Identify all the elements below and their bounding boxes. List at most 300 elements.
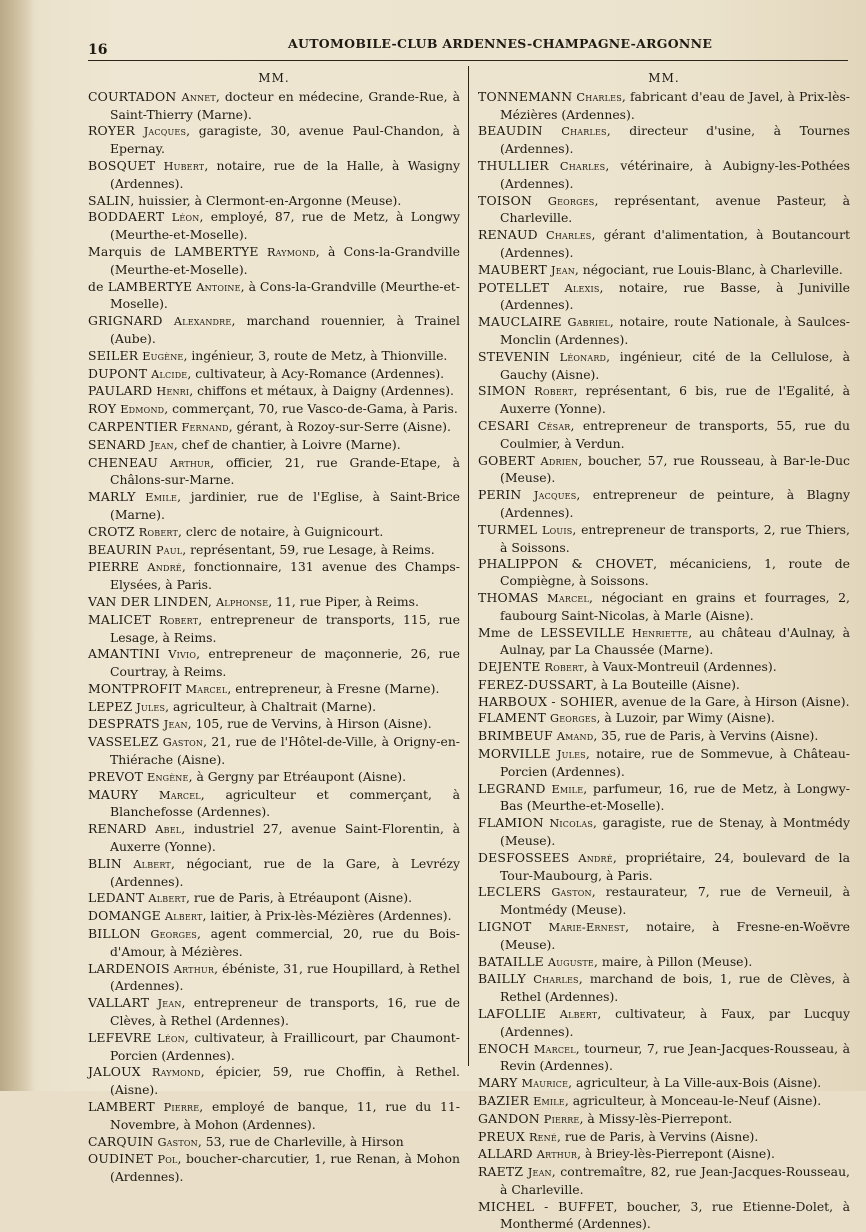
member-given-name: Alexis xyxy=(564,281,600,295)
member-given-name: Adrien xyxy=(540,454,579,468)
member-surname: CROTZ xyxy=(88,523,135,539)
member-given-name: Annet xyxy=(181,90,216,104)
member-given-name: Albert xyxy=(559,1008,598,1022)
member-given-name: Arthur xyxy=(173,962,215,976)
member-given-name: Pierre xyxy=(543,1112,580,1126)
member-entry xyxy=(88,612,460,647)
member-entry xyxy=(88,89,460,124)
member-given-name: Léon xyxy=(157,1031,185,1045)
member-given-name: Alphonse xyxy=(215,595,269,609)
member-details: , négociant, rue Louis-Blanc, à Charleville. xyxy=(574,261,843,277)
member-surname: PREUX xyxy=(478,1128,525,1144)
member-details: , à Luzoir, par Wimy (Aisne). xyxy=(596,710,775,726)
member-details: , au château d'Aulnay, à Aulnay, par La Chaussée (Marne). xyxy=(500,624,850,658)
member-entry xyxy=(478,590,850,625)
member-surname: BATAILLE xyxy=(478,953,544,969)
member-details: , représentant, 6 bis, rue de l'Egalité, à Auxerre (Yonne). xyxy=(500,383,850,417)
member-surname: LIGNOT xyxy=(478,919,532,935)
member-surname: MAUCLAIRE xyxy=(478,314,562,330)
member-given-name: Léonard xyxy=(559,350,607,364)
member-details: , entrepreneur de transports, 115, rue Lesage, à Reims. xyxy=(110,611,460,645)
member-surname: DUPONT xyxy=(88,365,148,381)
member-details: , propriétaire, 24, boulevard de la Tour-Maubourg, à Paris. xyxy=(500,849,850,883)
member-surname: BRIMBEUF xyxy=(478,728,553,744)
member-surname: BEAUDIN xyxy=(478,123,543,139)
member-entry xyxy=(88,524,460,542)
member-details: , fabricant d'eau de Javel, à Prix-lès-Mézières (Ardennes). xyxy=(500,88,850,122)
member-entry xyxy=(478,884,850,919)
member-given-name: Marie-Ernest xyxy=(548,921,626,935)
member-details: , industriel 27, avenue Saint-Florentin, à Auxerre (Yonne). xyxy=(110,821,460,855)
member-surname: MARY xyxy=(478,1075,518,1091)
member-given-name: Maurice xyxy=(521,1077,569,1091)
member-details: , garagiste, 30, avenue Paul-Chandon, à Epernay. xyxy=(110,123,460,157)
member-given-name: Pierre xyxy=(163,1101,200,1115)
page-number: 16 xyxy=(88,42,108,58)
member-surname: FEREZ-DUSSART xyxy=(478,676,593,692)
member-entry xyxy=(88,926,460,961)
member-surname: RAETZ xyxy=(478,1164,524,1180)
member-details: , huissier, à Clermont-en-Argonne (Meuse). xyxy=(130,192,402,208)
member-surname: ROYER xyxy=(88,123,136,139)
member-given-name: Hubert xyxy=(163,159,205,173)
member-surname: COURTADON xyxy=(88,88,177,104)
member-entry xyxy=(478,919,850,954)
member-entry xyxy=(478,418,850,453)
member-details: , négociant en grains et fourrages, 2, faubourg Saint-Nicolas, à Marle (Aisne). xyxy=(500,589,850,623)
member-entry xyxy=(478,453,850,488)
member-details: , maire, à Pillon (Meuse). xyxy=(593,953,753,969)
member-entry xyxy=(88,699,460,717)
member-entry xyxy=(478,1111,850,1129)
member-details: , 11, rue Piper, à Reims. xyxy=(268,593,419,609)
member-given-name: Robert xyxy=(534,385,574,399)
member-surname: THULLIER xyxy=(478,157,549,173)
member-entry xyxy=(478,971,850,1006)
member-given-name: Raymond xyxy=(151,1066,201,1080)
member-entry xyxy=(88,313,460,348)
member-entry xyxy=(478,314,850,349)
member-entry xyxy=(88,123,460,158)
member-entry xyxy=(88,244,460,279)
member-details: , docteur en médecine, Grande-Rue, à Saint-Thierry (Marne). xyxy=(110,88,460,122)
member-details: , épicier, 59, rue Choffin, à Rethel. (Aisne). xyxy=(110,1064,460,1098)
member-surname: CARQUIN xyxy=(88,1133,154,1149)
member-entry xyxy=(478,193,850,228)
member-given-name: Jean xyxy=(550,263,575,277)
member-entry xyxy=(478,1075,850,1093)
member-entry xyxy=(478,158,850,193)
member-given-name: Abel xyxy=(155,823,182,837)
member-entry xyxy=(88,401,460,419)
member-details: , rue de Paris, à Etréaupont (Aisne). xyxy=(186,890,413,906)
member-surname: Marquis de LAMBERTYE xyxy=(88,243,259,259)
member-details: , entrepreneur de transports, 16, rue de Clèves, à Rethel (Ardennes). xyxy=(110,995,460,1029)
member-details: , rue de Paris, à Vervins (Aisne). xyxy=(556,1128,759,1144)
right-column xyxy=(478,70,850,1232)
member-surname: CARPENTIER xyxy=(88,418,178,434)
member-entry xyxy=(478,556,850,590)
member-details: , gérant d'alimentation, à Boutancourt (Ardennes). xyxy=(500,227,850,260)
member-details: , parfumeur, 16, rue de Metz, à Longwy-Bas (Meurthe-et-Moselle). xyxy=(500,780,850,814)
member-given-name: Jacques xyxy=(533,489,577,503)
member-surname: BEAURIN xyxy=(88,541,153,557)
member-given-name: Gabriel xyxy=(567,316,610,330)
left-column-heading: MM. xyxy=(258,71,290,85)
member-details: , cultivateur, à Faux, par Lucquy (Ardennes). xyxy=(500,1006,850,1039)
member-surname: RENAUD xyxy=(478,227,538,243)
member-entry xyxy=(478,349,850,384)
member-details: , mécaniciens, 1, route de Compiègne, à Soissons. xyxy=(500,556,850,589)
member-entry xyxy=(88,787,460,822)
member-details: , entrepreneur de transports, 55, rue du Coulmier, à Verdun. xyxy=(500,417,850,451)
member-given-name: Henri xyxy=(156,385,190,399)
member-given-name: Paul xyxy=(155,543,183,557)
right-entries xyxy=(478,89,850,1232)
member-surname: MALICET xyxy=(88,611,151,627)
member-entry xyxy=(88,489,460,524)
member-given-name: Marcel xyxy=(158,788,201,802)
member-given-name: Alexandre xyxy=(173,315,232,329)
member-details: , agriculteur, à Chaltrait (Marne). xyxy=(165,698,377,714)
member-entry xyxy=(478,280,850,315)
member-given-name: Jean xyxy=(149,438,174,452)
member-details: , officier, 21, rue Grande-Etape, à Châlons-sur-Marne. xyxy=(110,454,460,488)
member-surname: LAFOLLIE xyxy=(478,1006,546,1022)
member-given-name: César xyxy=(537,419,571,433)
member-entry xyxy=(478,781,850,816)
member-given-name: Auguste xyxy=(547,955,594,969)
member-entry xyxy=(478,625,850,660)
member-entry xyxy=(88,769,460,787)
member-details: , entrepreneur de peinture, à Blagny (Ardennes). xyxy=(500,487,850,520)
member-entry xyxy=(478,850,850,885)
member-entry xyxy=(478,1006,850,1041)
member-details: , 21, rue de l'Hôtel-de-Ville, à Origny-en-Thiérache (Aisne). xyxy=(110,734,460,768)
member-given-name: Robert xyxy=(544,661,584,675)
member-given-name: Alcide xyxy=(151,367,188,381)
member-given-name: Albert xyxy=(133,857,171,871)
member-details: , notaire, rue Basse, à Juniville (Ardennes). xyxy=(500,279,850,313)
member-entry xyxy=(88,1099,460,1134)
member-given-name: Jules xyxy=(556,748,586,762)
member-details: , à Briey-lès-Pierrepont (Aisne). xyxy=(577,1146,775,1162)
member-given-name: Charles xyxy=(533,973,579,987)
member-surname: de LAMBERTYE xyxy=(88,278,193,294)
member-entry xyxy=(478,954,850,972)
member-surname: LARDENOIS xyxy=(88,960,170,976)
member-entry xyxy=(478,1093,850,1111)
member-surname: TONNEMANN xyxy=(478,88,573,104)
member-surname: MARLY xyxy=(88,489,136,505)
member-entry xyxy=(478,383,850,418)
member-given-name: Marcel xyxy=(547,591,589,605)
member-entry xyxy=(478,227,850,262)
member-details: , entrepreneur, à Fresne (Marne). xyxy=(227,680,440,696)
member-details: , cultivateur, à Fraillicourt, par Chaumont-Porcien (Ardennes). xyxy=(110,1029,460,1063)
member-given-name: Gaston xyxy=(162,736,204,750)
member-details: , gérant, à Rozoy-sur-Serre (Aisne). xyxy=(228,418,451,434)
member-surname: BOSQUET xyxy=(88,157,156,173)
member-given-name: Georges xyxy=(150,928,197,942)
left-entries xyxy=(88,89,460,1186)
member-given-name: Marcel xyxy=(185,682,228,696)
member-details: , boucher-charcutier, 1, rue Renan, à Mohon (Ardennes). xyxy=(110,1151,460,1185)
member-given-name: Jean xyxy=(527,1166,552,1180)
member-entry xyxy=(88,348,460,366)
member-details: , agriculteur, à Monceau-le-Neuf (Aisne). xyxy=(564,1093,822,1109)
member-given-name: Robert xyxy=(138,525,178,539)
member-given-name: Henriette xyxy=(632,626,689,640)
member-details: , à La Bouteille (Aisne). xyxy=(592,676,740,692)
member-details: , notaire, rue de Sommevue, à Château-Porcien (Ardennes). xyxy=(500,746,850,779)
member-given-name: Arthur xyxy=(536,1148,578,1162)
member-surname: AMANTINI xyxy=(88,646,160,662)
member-surname: LEFEVRE xyxy=(88,1029,152,1045)
member-given-name: Charles xyxy=(559,159,606,173)
member-surname: VAN DER LINDEN, xyxy=(88,593,213,609)
member-entry xyxy=(478,1164,850,1199)
member-surname: GOBERT xyxy=(478,452,535,468)
member-surname: LEDANT xyxy=(88,890,145,906)
member-given-name: Albert xyxy=(164,910,203,924)
member-details: , marchand rouennier, à Trainel (Aube). xyxy=(110,313,460,346)
member-surname: BAILLY xyxy=(478,971,526,987)
member-details: , cultivateur, à Acy-Romance (Ardennes). xyxy=(187,365,445,381)
member-entry xyxy=(478,1041,850,1076)
member-surname: MONTPROFIT xyxy=(88,680,182,696)
member-details: , entrepreneur de transports, 2, rue Thiers, à Soissons. xyxy=(500,521,850,555)
member-given-name: André xyxy=(147,561,182,575)
member-surname: POTELLET xyxy=(478,279,550,295)
member-details: , restaurateur, 7, rue de Verneuil, à Montmédy (Meuse). xyxy=(500,884,850,918)
member-given-name: Charles xyxy=(546,229,592,243)
member-details: , avenue de la Gare, à Hirson (Aisne). xyxy=(613,693,850,709)
member-surname: RENARD xyxy=(88,821,147,837)
member-surname: FLAMION xyxy=(478,815,544,831)
left-column xyxy=(88,70,460,1186)
member-details: , chiffons et métaux, à Daigny (Ardennes). xyxy=(189,383,454,399)
member-surname: PAULARD xyxy=(88,383,153,399)
page-binding-edge xyxy=(0,0,34,1091)
member-given-name: Emile xyxy=(551,782,584,796)
member-entry xyxy=(478,89,850,124)
member-surname: BLIN xyxy=(88,855,122,871)
member-surname: MICHEL - BUFFET xyxy=(478,1198,614,1214)
member-entry xyxy=(478,728,850,746)
member-entry xyxy=(478,677,850,694)
member-surname: SALIN xyxy=(88,192,131,208)
member-surname: VALLART xyxy=(88,995,150,1011)
header-rule xyxy=(88,60,848,61)
member-surname: VASSELEZ xyxy=(88,734,159,750)
member-given-name: Jean xyxy=(163,718,188,732)
member-details: , notaire, route Nationale, à Saulces-Monclin (Ardennes). xyxy=(500,314,850,347)
member-entry xyxy=(88,961,460,996)
member-given-name: Arthur xyxy=(169,456,211,470)
member-entry xyxy=(88,646,460,681)
member-surname: MAURY xyxy=(88,786,139,802)
member-details: , commerçant, 70, rue Vasco-de-Gama, à Paris. xyxy=(164,401,458,417)
member-entry xyxy=(88,1151,460,1186)
member-surname: DESPRATS xyxy=(88,716,160,732)
member-given-name: Gaston xyxy=(551,886,592,900)
member-surname: BILLON xyxy=(88,926,141,942)
member-surname: PIERRE xyxy=(88,559,140,575)
member-entry xyxy=(88,716,460,734)
member-surname: JALOUX xyxy=(88,1064,141,1080)
member-entry xyxy=(88,158,460,193)
member-given-name: Gaston xyxy=(157,1135,198,1149)
member-entry xyxy=(88,419,460,437)
member-surname: BODDAERT xyxy=(88,209,165,225)
member-details: , boucher, 57, rue Rousseau, à Bar-le-Duc (Meuse). xyxy=(500,452,850,486)
member-entry xyxy=(88,559,460,594)
member-details: , jardinier, rue de l'Eglise, à Saint-Brice (Marne). xyxy=(110,489,460,522)
member-entry xyxy=(478,262,850,280)
member-given-name: Eugène xyxy=(142,349,184,363)
member-surname: FLAMENT xyxy=(478,710,547,726)
column-divider xyxy=(468,66,469,1066)
member-surname: ALLARD xyxy=(478,1146,533,1162)
member-details: , à Missy-lès-Pierrepont. xyxy=(579,1110,733,1126)
member-details: , 53, rue de Charleville, à Hirson xyxy=(197,1133,404,1149)
member-details: , laitier, à Prix-lès-Mézières (Ardennes). xyxy=(202,908,452,924)
member-entry xyxy=(88,594,460,612)
member-given-name: René xyxy=(528,1130,557,1144)
member-surname: PHALIPPON & CHOVET xyxy=(478,556,654,572)
member-details: , entrepreneur de maçonnerie, 26, rue Courtray, à Reims. xyxy=(110,646,460,680)
member-details: , marchand de bois, 1, rue de Clèves, à Rethel (Ardennes). xyxy=(500,971,850,1005)
member-entry xyxy=(478,123,850,158)
member-given-name: Jules xyxy=(136,700,166,714)
member-entry xyxy=(88,681,460,699)
member-details: , notaire, rue de la Halle, à Wasigny (Ardennes). xyxy=(110,157,460,191)
member-surname: THOMAS xyxy=(478,589,539,605)
member-details: , employé de banque, 11, rue du 11-Novembre, à Mohon (Ardennes). xyxy=(110,1099,460,1132)
member-surname: ENOCH xyxy=(478,1040,530,1056)
member-given-name: Charles xyxy=(576,90,622,104)
member-given-name: Engène xyxy=(147,770,189,784)
member-given-name: Vivio xyxy=(168,648,197,662)
member-given-name: Emile xyxy=(145,491,178,505)
member-surname: STEVENIN xyxy=(478,348,550,364)
member-details: , clerc de notaire, à Guignicourt. xyxy=(178,523,384,539)
member-surname: SENARD xyxy=(88,436,146,452)
member-surname: GANDON xyxy=(478,1110,540,1126)
member-details: , à Cons-la-Grandville (Meurthe-et-Moselle). xyxy=(110,243,460,277)
member-surname: PERIN xyxy=(478,487,522,503)
member-given-name: Robert xyxy=(159,613,199,627)
member-surname: BAZIER xyxy=(478,1093,530,1109)
member-surname: LAMBERT xyxy=(88,1099,155,1115)
member-details: , 105, rue de Vervins, à Hirson (Aisne). xyxy=(187,716,432,732)
member-surname: GRIGNARD xyxy=(88,313,163,329)
member-entry xyxy=(478,659,850,677)
member-surname: PREVOT xyxy=(88,768,144,784)
member-details: , 35, rue de Paris, à Vervins (Aisne). xyxy=(593,728,819,744)
member-entry xyxy=(88,995,460,1030)
member-given-name: Fernand xyxy=(181,420,229,434)
member-details: , tourneur, 7, rue Jean-Jacques-Rousseau, à Revin (Ardennes). xyxy=(500,1040,850,1074)
member-given-name: Antoine xyxy=(196,280,241,294)
member-surname: DEJENTE xyxy=(478,659,541,675)
member-entry xyxy=(88,209,460,244)
member-surname: LECLERS xyxy=(478,884,542,900)
member-entry xyxy=(88,279,460,314)
member-details: , garagiste, rue de Stenay, à Montmédy (Meuse). xyxy=(500,815,850,849)
member-surname: MORVILLE xyxy=(478,746,551,762)
member-entry xyxy=(88,1064,460,1099)
member-entry xyxy=(478,694,850,711)
member-details: , notaire, à Fresne-en-Woëvre (Meuse). xyxy=(500,919,850,952)
member-details: , à Gergny par Etréaupont (Aisne). xyxy=(188,768,407,784)
right-column-heading: MM. xyxy=(648,71,680,85)
running-title: AUTOMOBILE-CLUB ARDENNES-CHAMPAGNE-ARGONNE xyxy=(288,36,713,51)
member-details: , fonctionnaire, 131 avenue des Champs-Elysées, à Paris. xyxy=(110,559,460,593)
member-entry xyxy=(478,710,850,728)
member-entry xyxy=(88,908,460,926)
member-entry xyxy=(478,815,850,850)
member-entry xyxy=(88,437,460,455)
member-details: , agriculteur et commerçant, à Blanchefosse (Ardennes). xyxy=(110,786,460,820)
member-given-name: André xyxy=(578,851,613,865)
member-given-name: Louis xyxy=(541,523,573,537)
member-details: , vétérinaire, à Aubigny-les-Pothées (Ardennes). xyxy=(500,157,850,191)
member-entry xyxy=(478,487,850,522)
member-details: , représentant, avenue Pasteur, à Charleville. xyxy=(500,192,850,226)
member-entry xyxy=(88,1030,460,1065)
member-entry xyxy=(88,890,460,908)
member-surname: SIMON xyxy=(478,383,527,399)
member-entry xyxy=(478,1129,850,1147)
member-entry xyxy=(478,1199,850,1232)
member-details: , contremaître, 82, rue Jean-Jacques-Rousseau, à Charleville. xyxy=(500,1164,850,1197)
member-details: , négociant, rue de la Gare, à Levrézy (Ardennes). xyxy=(110,855,460,889)
member-surname: HARBOUX - SOHIER xyxy=(478,693,614,709)
member-entry xyxy=(88,1134,460,1152)
member-entry xyxy=(478,1146,850,1164)
member-details: , boucher, 3, rue Etienne-Dolet, à Monthermé (Ardennes). xyxy=(500,1198,850,1231)
member-surname: DOMANGE xyxy=(88,908,161,924)
member-surname: CHENEAU xyxy=(88,454,159,470)
member-details: , ingénieur, cité de la Cellulose, à Gauchy (Aisne). xyxy=(500,348,850,382)
member-given-name: Charles xyxy=(561,125,607,139)
member-entry xyxy=(88,383,460,401)
member-surname: SEILER xyxy=(88,347,139,363)
member-entry xyxy=(478,522,850,557)
member-details: , chef de chantier, à Loivre (Marne). xyxy=(173,436,401,452)
member-details: , agent commercial, 20, rue du Bois-d'Amour, à Mézières. xyxy=(110,926,460,959)
member-entry xyxy=(478,746,850,781)
member-details: , à Vaux-Montreuil (Ardennes). xyxy=(583,659,777,675)
member-surname: LEPEZ xyxy=(88,698,133,714)
member-surname: Mme de LESSEVILLE xyxy=(478,624,625,640)
member-surname: LEGRAND xyxy=(478,780,546,796)
member-entry xyxy=(88,193,460,210)
member-surname: TURMEL xyxy=(478,521,538,537)
member-given-name: Amand xyxy=(556,730,594,744)
member-given-name: Albert xyxy=(148,892,187,906)
member-surname: TOISON xyxy=(478,192,533,208)
member-details: , directeur d'usine, à Tournes (Ardennes). xyxy=(500,123,850,157)
member-surname: OUDINET xyxy=(88,1151,153,1167)
member-surname: ROY xyxy=(88,401,117,417)
member-given-name: Jean xyxy=(157,997,182,1011)
member-surname: CESARI xyxy=(478,417,530,433)
member-details: , représentant, 59, rue Lesage, à Reims. xyxy=(182,541,435,557)
member-surname: DESFOSSEES xyxy=(478,849,570,865)
